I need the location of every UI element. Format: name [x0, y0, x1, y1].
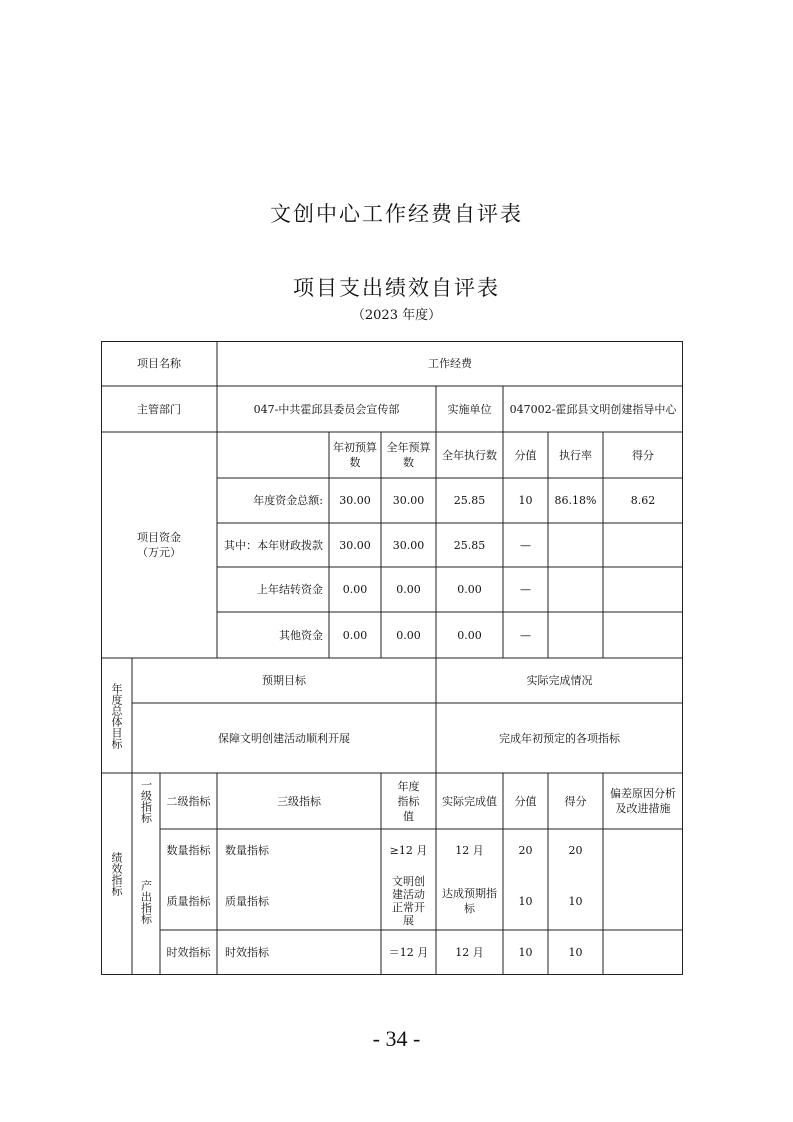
funds-row-score-value: —	[520, 628, 531, 642]
funds-row-annual: 30.00	[392, 494, 425, 507]
funds-row-rate	[548, 523, 603, 567]
indicator-points: 20	[518, 844, 533, 857]
funds-row-executed: 0.00	[457, 583, 482, 596]
actual-result-value: 完成年初预定的各项指标	[499, 731, 620, 745]
funds-header-annual: 全年预算数	[386, 441, 431, 469]
funds-header-score: 得分	[632, 448, 654, 462]
dept-label: 主管部门	[137, 402, 181, 416]
funds-row-initial: 0.00	[342, 583, 368, 596]
indicator-points: 10	[518, 894, 533, 908]
project-name-label: 项目名称	[137, 357, 181, 370]
output-indicator-group: 产出指标	[139, 880, 153, 924]
funds-header-executed: 全年执行数	[442, 448, 497, 462]
funds-row-annual: 30.00	[392, 538, 425, 552]
funds-row-score-value: 10	[518, 494, 533, 507]
funds-row-initial: 30.00	[339, 538, 371, 552]
unit-value: 047002-霍邱县文明创建指导中心	[509, 402, 677, 416]
funds-row-rate	[548, 567, 603, 612]
indicator-actual: 达成预期指标	[442, 887, 497, 915]
unit-label: 实施单位	[447, 402, 492, 416]
indicator-score: 10	[568, 946, 583, 959]
level2-header: 二级指标	[166, 794, 211, 808]
project-name-value: 工作经费	[428, 357, 472, 370]
indicators-side-label: 绩效指标	[110, 852, 123, 896]
indicator-level3: 时效指标	[225, 946, 269, 959]
funds-row-score	[603, 567, 683, 612]
indicator-points: 10	[518, 946, 533, 959]
document-title: 文创中心工作经费自评表	[270, 202, 523, 226]
indicator-actual: 12 月	[455, 844, 484, 857]
dept-value: 047-中共霍邱县委员会宣传部	[253, 402, 400, 416]
score-header: 得分	[564, 794, 587, 808]
year-label: （2023 年度）	[351, 308, 442, 323]
funds-row-score	[603, 612, 683, 658]
expected-goal-value: 保障文明创建活动顺利开展	[218, 731, 350, 745]
indicator-score: 20	[568, 844, 583, 857]
indicator-target: ＝12 月	[388, 946, 429, 959]
indicator-actual: 12 月	[455, 946, 484, 959]
deviation-header: 偏差原因分析及改进措施	[610, 787, 676, 815]
indicator-target: ≥12 月	[389, 844, 428, 857]
expected-goal-header: 预期目标	[262, 674, 306, 687]
funds-header-score-value: 分值	[514, 448, 537, 462]
funds-row-initial: 0.00	[342, 628, 368, 642]
funds-row-executed: 25.85	[453, 494, 486, 507]
funds-header-initial: 年初预算数	[333, 441, 377, 469]
funds-row-executed: 25.85	[453, 538, 486, 552]
funds-row-rate	[548, 612, 603, 658]
funds-row-annual: 0.00	[396, 583, 421, 596]
actual-header: 实际完成值	[442, 794, 497, 808]
indicator-note	[603, 930, 683, 975]
level3-header: 三级指标	[277, 794, 321, 808]
funds-row-executed: 0.00	[457, 628, 482, 642]
table-title: 项目支出绩效自评表	[293, 276, 500, 300]
funds-row-label: 其中：本年财政拨款	[224, 538, 323, 552]
indicator-level3: 质量指标	[225, 894, 269, 908]
points-header: 分值	[514, 794, 537, 808]
funds-row-score	[603, 523, 683, 567]
page-number: - 34 -	[372, 1026, 421, 1051]
actual-result-header: 实际完成情况	[526, 674, 593, 687]
funds-row-score: 8.62	[630, 494, 656, 507]
funds-row-label: 年度资金总额:	[253, 494, 323, 507]
indicator-level2: 数量指标	[166, 844, 211, 857]
funds-row-rate: 86.18%	[554, 494, 597, 507]
funds-row-score-value: —	[520, 583, 531, 596]
overall-goals-side-label: 年度总体目标	[110, 682, 123, 749]
funds-row-annual: 0.00	[396, 628, 421, 642]
level1-header: 一级指标	[139, 779, 153, 823]
indicator-note	[603, 829, 683, 872]
funds-row-initial: 30.00	[339, 494, 371, 507]
funds-section-label: 项目资金 （万元）	[137, 531, 181, 559]
funds-row-label: 其他资金	[279, 628, 323, 642]
indicator-level2: 质量指标	[166, 894, 211, 908]
funds-header-rate: 执行率	[559, 448, 592, 462]
indicator-level2: 时效指标	[166, 946, 211, 959]
funds-row-label: 上年结转资金	[257, 583, 323, 596]
indicator-target: 文明创建活动正常开展	[392, 875, 425, 927]
funds-row-score-value: —	[520, 538, 531, 552]
indicator-level3: 数量指标	[225, 844, 269, 857]
indicator-note	[603, 872, 683, 930]
indicator-score: 10	[568, 894, 583, 908]
self-evaluation-table	[101, 341, 683, 975]
target-header: 年度指标值	[397, 779, 420, 823]
